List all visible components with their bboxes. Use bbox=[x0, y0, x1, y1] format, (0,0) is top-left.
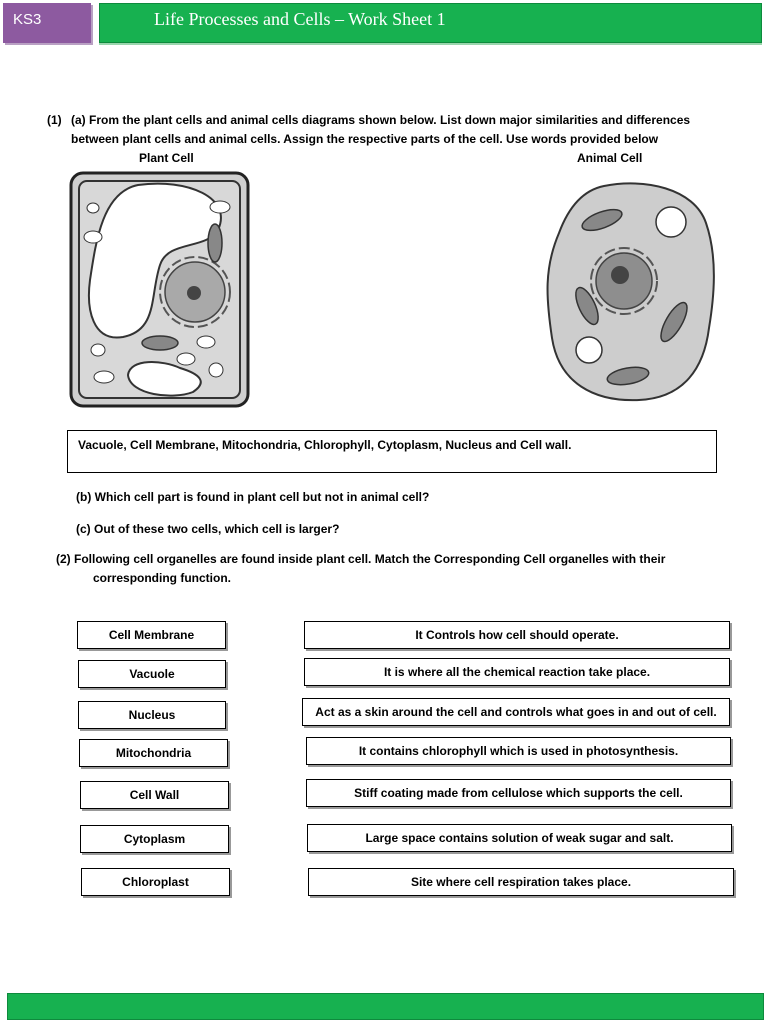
ks3-label: KS3 bbox=[13, 11, 42, 28]
plant-chloroplast-6 bbox=[177, 353, 195, 365]
plant-cell-label: Plant Cell bbox=[139, 151, 194, 165]
page-title: Life Processes and Cells – Work Sheet 1 bbox=[154, 9, 446, 29]
organelle-box-vacuole: Vacuole bbox=[78, 660, 226, 688]
function-box-7: Site where cell respiration takes place. bbox=[308, 868, 734, 896]
organelle-box-chloroplast: Chloroplast bbox=[81, 868, 230, 896]
organelle-box-mitochondria: Mitochondria bbox=[79, 739, 228, 767]
question-2-line2: corresponding function. bbox=[93, 571, 231, 585]
footer-bar bbox=[7, 993, 764, 1020]
question-1c: (c) Out of these two cells, which cell is larger? bbox=[76, 522, 340, 536]
animal-vesicle-1 bbox=[656, 207, 686, 237]
plant-chloroplast-1 bbox=[210, 201, 230, 213]
function-box-2: It is where all the chemical reaction take place. bbox=[304, 658, 730, 686]
function-box-1: It Controls how cell should operate. bbox=[304, 621, 730, 649]
organelle-box-cell-wall: Cell Wall bbox=[80, 781, 229, 809]
question-1a-line1: (a) From the plant cells and animal cells diagrams shown below. List down major similarities and differences bbox=[71, 113, 691, 127]
plant-mitochondrion-1 bbox=[142, 336, 178, 350]
word-list-text: Vacuole, Cell Membrane, Mitochondria, Chlorophyll, Cytoplasm, Nucleus and Cell wall. bbox=[78, 438, 572, 452]
function-box-5: Stiff coating made from cellulose which supports the cell. bbox=[306, 779, 731, 807]
animal-cell-label: Animal Cell bbox=[577, 151, 643, 165]
plant-nucleolus bbox=[187, 286, 201, 300]
function-box-3: Act as a skin around the cell and controls what goes in and out of cell. bbox=[302, 698, 730, 726]
plant-chloroplast-4 bbox=[91, 344, 105, 356]
animal-cell-diagram bbox=[544, 178, 720, 404]
plant-cell-diagram bbox=[68, 170, 252, 410]
plant-chloroplast-2 bbox=[84, 231, 102, 243]
question-1b: (b) Which cell part is found in plant cell but not in animal cell? bbox=[76, 490, 430, 504]
plant-chloroplast-5 bbox=[94, 371, 114, 383]
plant-chloroplast-8 bbox=[209, 363, 223, 377]
function-box-6: Large space contains solution of weak sugar and salt. bbox=[307, 824, 732, 852]
question-1-number: (1) bbox=[47, 113, 62, 127]
animal-vesicle-2 bbox=[576, 337, 602, 363]
plant-mitochondrion-2 bbox=[208, 224, 222, 262]
ks3-badge bbox=[3, 3, 91, 43]
animal-nucleolus bbox=[611, 266, 629, 284]
organelle-box-nucleus: Nucleus bbox=[78, 701, 226, 729]
word-list-box bbox=[67, 430, 717, 473]
question-1a-line2: between plant cells and animal cells. Assign the respective parts of the cell. Use words provided below bbox=[71, 132, 659, 146]
plant-chloroplast-7 bbox=[197, 336, 215, 348]
function-box-4: It contains chlorophyll which is used in photosynthesis. bbox=[306, 737, 731, 765]
plant-chloroplast-3 bbox=[87, 203, 99, 213]
question-2-line1: (2) Following cell organelles are found inside plant cell. Match the Corresponding Cell organelles with their bbox=[56, 552, 666, 566]
organelle-box-cell-membrane: Cell Membrane bbox=[77, 621, 226, 649]
organelle-box-cytoplasm: Cytoplasm bbox=[80, 825, 229, 853]
